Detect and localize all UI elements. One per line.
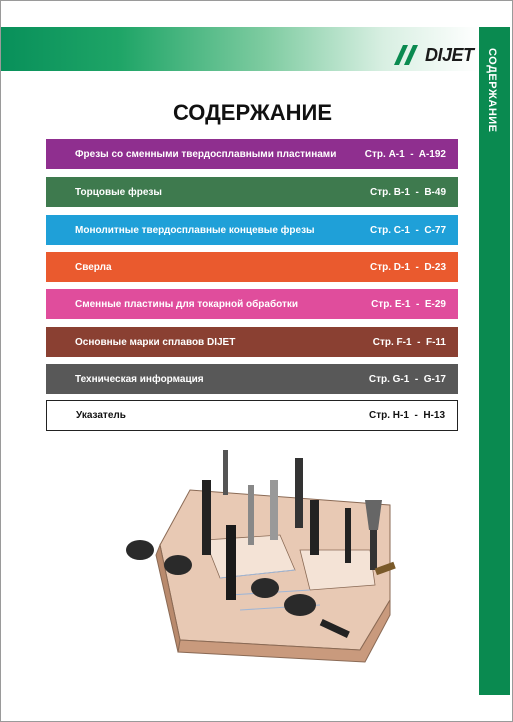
toc-item-pages: Стр. F-1 - F-11	[372, 336, 446, 348]
toc-item-pages: Стр. B-1 - B-49	[369, 186, 446, 198]
toc-item-label: Сменные пластины для токарной обработки	[75, 298, 299, 310]
toc-item-g[interactable]	[46, 364, 458, 394]
toc-item-label: Техническая информация	[75, 373, 204, 385]
page-title: СОДЕРЖАНИЕ	[172, 100, 333, 125]
toc-item-label: Указатель	[76, 410, 126, 421]
toc-item-h[interactable]	[46, 400, 458, 431]
toc-item-pages: Стр. D-1 - D-23	[369, 261, 446, 273]
toc-item-a[interactable]	[46, 139, 458, 169]
toc-item-pages: Стр. G-1 - G-17	[368, 373, 446, 385]
toc-item-f[interactable]	[46, 327, 458, 357]
toc-item-label: Монолитные твердосплавные концевые фрезы	[75, 224, 315, 236]
dijet-logo	[392, 44, 474, 66]
brand-name: DIJET	[425, 44, 474, 65]
toc-item-label: Торцовые фрезы	[75, 186, 162, 198]
toc-item-label: Основные марки сплавов DIJET	[75, 336, 236, 348]
tools-machining-illustration	[120, 450, 400, 670]
toc-item-d[interactable]	[46, 252, 458, 282]
dijet-logo-icon	[392, 45, 422, 65]
toc-item-label: Фрезы со сменными твердосплавными пластинами	[75, 148, 337, 160]
toc-item-pages: Стр. C-1 - C-77	[369, 224, 446, 236]
toc-item-pages: Стр. A-1 - A-192	[364, 148, 446, 160]
toc-item-e[interactable]	[46, 289, 458, 319]
side-section-label: СОДЕРЖАНИЕ	[486, 48, 498, 133]
toc-item-c[interactable]	[46, 215, 458, 245]
toc-item-pages: Стр. E-1 - E-29	[371, 298, 446, 310]
toc-item-pages: Стр. H-1 - H-13	[368, 410, 445, 421]
toc-item-label: Сверла	[75, 261, 112, 273]
toc-item-b[interactable]	[46, 177, 458, 207]
